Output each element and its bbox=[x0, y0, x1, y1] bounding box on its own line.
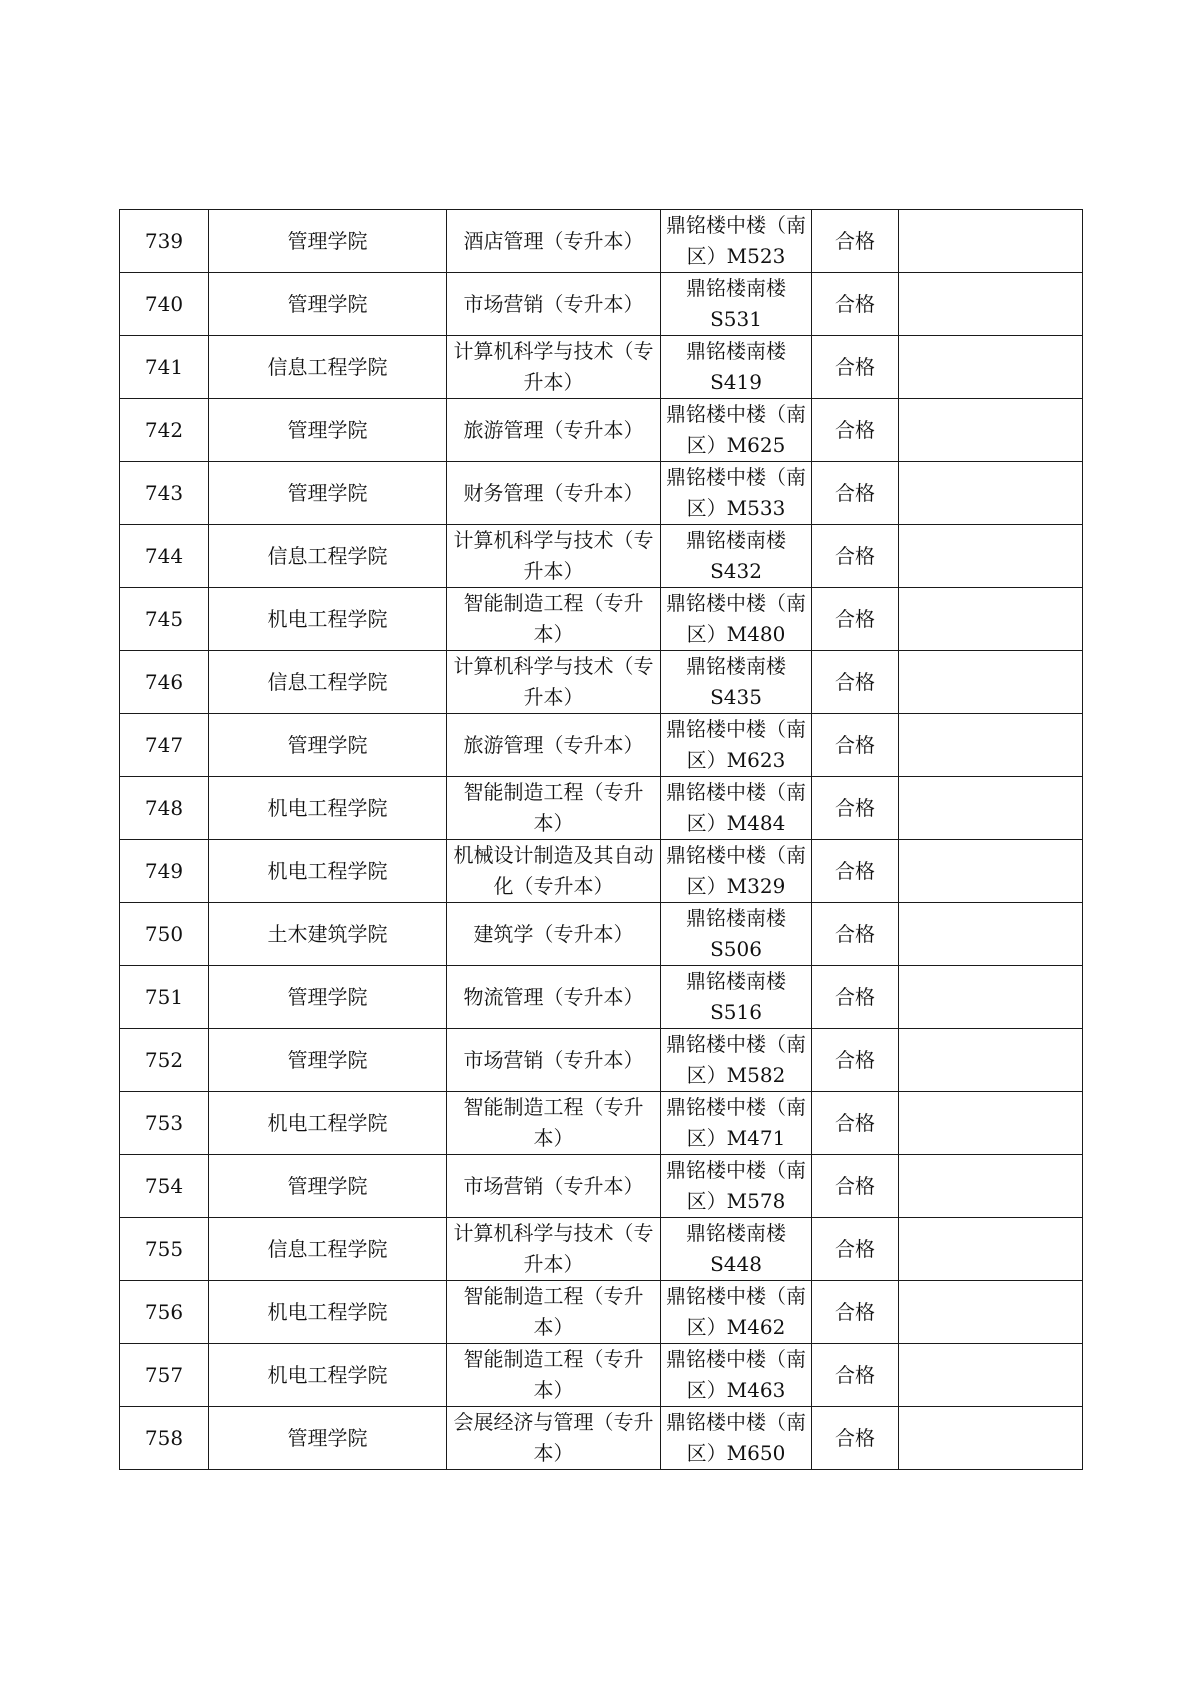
table-row bbox=[120, 210, 1083, 273]
row-number: 748 bbox=[144, 795, 184, 820]
major-cell bbox=[447, 1218, 661, 1281]
major-cell bbox=[447, 1155, 661, 1218]
table-row bbox=[120, 966, 1083, 1029]
major-cell bbox=[447, 336, 661, 399]
note-cell bbox=[899, 1092, 1083, 1155]
exam-room: 鼎铭楼中楼（南区）M463 bbox=[666, 1347, 806, 1402]
major-cell bbox=[447, 462, 661, 525]
college-cell bbox=[209, 714, 447, 777]
college-name: 机电工程学院 bbox=[267, 858, 388, 883]
result-status: 合格 bbox=[835, 795, 875, 820]
result-status: 合格 bbox=[835, 858, 875, 883]
results-table bbox=[119, 209, 1083, 1470]
result-status: 合格 bbox=[835, 291, 875, 316]
row-number-cell bbox=[120, 903, 209, 966]
result-cell bbox=[812, 1344, 899, 1407]
major-cell bbox=[447, 1281, 661, 1344]
major-name: 机械设计制造及其自动化（专升本） bbox=[453, 843, 654, 898]
college-cell bbox=[209, 1407, 447, 1470]
result-status: 合格 bbox=[835, 921, 875, 946]
room-cell bbox=[661, 903, 812, 966]
college-name: 管理学院 bbox=[287, 1173, 368, 1198]
result-status: 合格 bbox=[835, 1425, 875, 1450]
row-number-cell bbox=[120, 525, 209, 588]
college-cell bbox=[209, 1029, 447, 1092]
major-name: 智能制造工程（专升本） bbox=[463, 1347, 644, 1402]
major-name: 计算机科学与技术（专升本） bbox=[453, 528, 654, 583]
major-cell bbox=[447, 588, 661, 651]
major-cell bbox=[447, 273, 661, 336]
row-number-cell bbox=[120, 1092, 209, 1155]
room-cell bbox=[661, 714, 812, 777]
result-cell bbox=[812, 714, 899, 777]
row-number: 740 bbox=[144, 291, 184, 316]
college-name: 管理学院 bbox=[287, 732, 368, 757]
exam-room: 鼎铭楼南楼S435 bbox=[686, 654, 786, 709]
major-name: 智能制造工程（专升本） bbox=[463, 1284, 644, 1339]
major-name: 智能制造工程（专升本） bbox=[463, 591, 644, 646]
table-row bbox=[120, 336, 1083, 399]
note-cell bbox=[899, 1029, 1083, 1092]
result-status: 合格 bbox=[835, 1110, 875, 1135]
result-cell bbox=[812, 840, 899, 903]
row-number-cell bbox=[120, 840, 209, 903]
college-cell bbox=[209, 903, 447, 966]
room-cell bbox=[661, 777, 812, 840]
college-name: 管理学院 bbox=[287, 228, 368, 253]
college-name: 机电工程学院 bbox=[267, 606, 388, 631]
table-row bbox=[120, 1218, 1083, 1281]
result-cell bbox=[812, 588, 899, 651]
college-name: 信息工程学院 bbox=[267, 354, 388, 379]
college-name: 管理学院 bbox=[287, 984, 368, 1009]
result-status: 合格 bbox=[835, 480, 875, 505]
result-status: 合格 bbox=[835, 1236, 875, 1261]
result-status: 合格 bbox=[835, 228, 875, 253]
table-row bbox=[120, 1407, 1083, 1470]
college-cell bbox=[209, 399, 447, 462]
table-row bbox=[120, 777, 1083, 840]
major-cell bbox=[447, 1344, 661, 1407]
result-status: 合格 bbox=[835, 354, 875, 379]
table-row bbox=[120, 1281, 1083, 1344]
result-status: 合格 bbox=[835, 417, 875, 442]
college-cell bbox=[209, 1218, 447, 1281]
row-number-cell bbox=[120, 588, 209, 651]
college-cell bbox=[209, 1155, 447, 1218]
college-cell bbox=[209, 777, 447, 840]
exam-room: 鼎铭楼中楼（南区）M578 bbox=[666, 1158, 806, 1213]
result-cell bbox=[812, 1092, 899, 1155]
room-cell bbox=[661, 1281, 812, 1344]
table-row bbox=[120, 651, 1083, 714]
major-name: 市场营销（专升本） bbox=[463, 1047, 644, 1072]
major-name: 会展经济与管理（专升本） bbox=[453, 1410, 654, 1465]
result-cell bbox=[812, 1407, 899, 1470]
exam-room: 鼎铭楼中楼（南区）M650 bbox=[666, 1410, 806, 1465]
college-cell bbox=[209, 840, 447, 903]
room-cell bbox=[661, 1155, 812, 1218]
exam-room: 鼎铭楼中楼（南区）M462 bbox=[666, 1284, 806, 1339]
note-cell bbox=[899, 1218, 1083, 1281]
room-cell bbox=[661, 462, 812, 525]
result-cell bbox=[812, 651, 899, 714]
exam-room: 鼎铭楼中楼（南区）M623 bbox=[666, 717, 806, 772]
college-cell bbox=[209, 462, 447, 525]
exam-room: 鼎铭楼中楼（南区）M533 bbox=[666, 465, 806, 520]
room-cell bbox=[661, 651, 812, 714]
college-name: 机电工程学院 bbox=[267, 795, 388, 820]
room-cell bbox=[661, 1407, 812, 1470]
note-cell bbox=[899, 840, 1083, 903]
major-cell bbox=[447, 714, 661, 777]
college-name: 机电工程学院 bbox=[267, 1299, 388, 1324]
note-cell bbox=[899, 651, 1083, 714]
note-cell bbox=[899, 966, 1083, 1029]
college-cell bbox=[209, 336, 447, 399]
college-name: 信息工程学院 bbox=[267, 669, 388, 694]
major-name: 酒店管理（专升本） bbox=[463, 228, 644, 253]
result-cell bbox=[812, 903, 899, 966]
result-status: 合格 bbox=[835, 1362, 875, 1387]
note-cell bbox=[899, 1407, 1083, 1470]
result-cell bbox=[812, 210, 899, 273]
row-number: 747 bbox=[144, 732, 184, 757]
note-cell bbox=[899, 273, 1083, 336]
major-name: 智能制造工程（专升本） bbox=[463, 780, 644, 835]
row-number: 754 bbox=[144, 1173, 184, 1198]
result-cell bbox=[812, 336, 899, 399]
result-cell bbox=[812, 777, 899, 840]
exam-room: 鼎铭楼南楼S432 bbox=[686, 528, 786, 583]
table-row bbox=[120, 1029, 1083, 1092]
note-cell bbox=[899, 714, 1083, 777]
note-cell bbox=[899, 399, 1083, 462]
row-number-cell bbox=[120, 651, 209, 714]
college-cell bbox=[209, 1344, 447, 1407]
row-number: 755 bbox=[144, 1236, 184, 1261]
room-cell bbox=[661, 1344, 812, 1407]
room-cell bbox=[661, 525, 812, 588]
exam-room: 鼎铭楼中楼（南区）M471 bbox=[666, 1095, 806, 1150]
table-row bbox=[120, 714, 1083, 777]
result-cell bbox=[812, 462, 899, 525]
college-name: 管理学院 bbox=[287, 1047, 368, 1072]
room-cell bbox=[661, 399, 812, 462]
row-number: 750 bbox=[144, 921, 184, 946]
college-cell bbox=[209, 525, 447, 588]
table-row bbox=[120, 399, 1083, 462]
room-cell bbox=[661, 840, 812, 903]
note-cell bbox=[899, 1155, 1083, 1218]
note-cell bbox=[899, 777, 1083, 840]
result-cell bbox=[812, 525, 899, 588]
note-cell bbox=[899, 903, 1083, 966]
row-number: 756 bbox=[144, 1299, 184, 1324]
college-cell bbox=[209, 1281, 447, 1344]
row-number: 743 bbox=[144, 480, 184, 505]
exam-room: 鼎铭楼中楼（南区）M480 bbox=[666, 591, 806, 646]
major-cell bbox=[447, 840, 661, 903]
room-cell bbox=[661, 210, 812, 273]
major-cell bbox=[447, 966, 661, 1029]
college-name: 管理学院 bbox=[287, 417, 368, 442]
college-name: 管理学院 bbox=[287, 1425, 368, 1450]
table-row bbox=[120, 1344, 1083, 1407]
note-cell bbox=[899, 210, 1083, 273]
result-status: 合格 bbox=[835, 543, 875, 568]
note-cell bbox=[899, 588, 1083, 651]
row-number: 745 bbox=[144, 606, 184, 631]
major-name: 建筑学（专升本） bbox=[473, 921, 634, 946]
major-name: 计算机科学与技术（专升本） bbox=[453, 339, 654, 394]
major-name: 市场营销（专升本） bbox=[463, 1173, 644, 1198]
room-cell bbox=[661, 588, 812, 651]
result-cell bbox=[812, 399, 899, 462]
table-row bbox=[120, 525, 1083, 588]
major-name: 旅游管理（专升本） bbox=[463, 417, 644, 442]
table-row bbox=[120, 903, 1083, 966]
major-cell bbox=[447, 525, 661, 588]
major-cell bbox=[447, 651, 661, 714]
row-number: 746 bbox=[144, 669, 184, 694]
note-cell bbox=[899, 462, 1083, 525]
row-number: 741 bbox=[144, 354, 184, 379]
exam-room: 鼎铭楼南楼S516 bbox=[686, 969, 786, 1024]
result-status: 合格 bbox=[835, 1047, 875, 1072]
row-number-cell bbox=[120, 1155, 209, 1218]
row-number: 739 bbox=[144, 228, 184, 253]
result-cell bbox=[812, 273, 899, 336]
row-number: 751 bbox=[144, 984, 184, 1009]
row-number: 742 bbox=[144, 417, 184, 442]
row-number-cell bbox=[120, 1344, 209, 1407]
major-cell bbox=[447, 399, 661, 462]
table-row bbox=[120, 1155, 1083, 1218]
college-cell bbox=[209, 588, 447, 651]
college-cell bbox=[209, 966, 447, 1029]
row-number-cell bbox=[120, 336, 209, 399]
row-number: 753 bbox=[144, 1110, 184, 1135]
row-number-cell bbox=[120, 1029, 209, 1092]
major-cell bbox=[447, 210, 661, 273]
room-cell bbox=[661, 1218, 812, 1281]
row-number-cell bbox=[120, 210, 209, 273]
result-status: 合格 bbox=[835, 1173, 875, 1198]
college-cell bbox=[209, 1092, 447, 1155]
college-name: 信息工程学院 bbox=[267, 1236, 388, 1261]
result-status: 合格 bbox=[835, 1299, 875, 1324]
result-status: 合格 bbox=[835, 732, 875, 757]
major-name: 旅游管理（专升本） bbox=[463, 732, 644, 757]
room-cell bbox=[661, 966, 812, 1029]
row-number: 744 bbox=[144, 543, 184, 568]
result-cell bbox=[812, 1218, 899, 1281]
row-number-cell bbox=[120, 273, 209, 336]
college-name: 机电工程学院 bbox=[267, 1362, 388, 1387]
room-cell bbox=[661, 273, 812, 336]
row-number-cell bbox=[120, 1407, 209, 1470]
result-cell bbox=[812, 1155, 899, 1218]
row-number: 758 bbox=[144, 1425, 184, 1450]
college-name: 土木建筑学院 bbox=[267, 921, 388, 946]
major-cell bbox=[447, 777, 661, 840]
exam-room: 鼎铭楼中楼（南区）M625 bbox=[666, 402, 806, 457]
row-number-cell bbox=[120, 1218, 209, 1281]
major-name: 财务管理（专升本） bbox=[463, 480, 644, 505]
result-cell bbox=[812, 966, 899, 1029]
room-cell bbox=[661, 1029, 812, 1092]
result-status: 合格 bbox=[835, 606, 875, 631]
table-row bbox=[120, 462, 1083, 525]
row-number-cell bbox=[120, 1281, 209, 1344]
major-name: 计算机科学与技术（专升本） bbox=[453, 654, 654, 709]
row-number-cell bbox=[120, 966, 209, 1029]
row-number-cell bbox=[120, 714, 209, 777]
major-cell bbox=[447, 1092, 661, 1155]
exam-room: 鼎铭楼南楼S448 bbox=[686, 1221, 786, 1276]
table-row bbox=[120, 1092, 1083, 1155]
row-number: 749 bbox=[144, 858, 184, 883]
exam-room: 鼎铭楼中楼（南区）M484 bbox=[666, 780, 806, 835]
result-status: 合格 bbox=[835, 669, 875, 694]
college-name: 管理学院 bbox=[287, 480, 368, 505]
result-cell bbox=[812, 1029, 899, 1092]
results-table-body bbox=[120, 210, 1083, 1470]
note-cell bbox=[899, 525, 1083, 588]
exam-room: 鼎铭楼中楼（南区）M329 bbox=[666, 843, 806, 898]
result-status: 合格 bbox=[835, 984, 875, 1009]
exam-room: 鼎铭楼南楼S531 bbox=[686, 276, 786, 331]
row-number-cell bbox=[120, 777, 209, 840]
college-name: 信息工程学院 bbox=[267, 543, 388, 568]
table-row bbox=[120, 840, 1083, 903]
row-number-cell bbox=[120, 399, 209, 462]
major-name: 智能制造工程（专升本） bbox=[463, 1095, 644, 1150]
major-cell bbox=[447, 903, 661, 966]
college-name: 机电工程学院 bbox=[267, 1110, 388, 1135]
room-cell bbox=[661, 1092, 812, 1155]
room-cell bbox=[661, 336, 812, 399]
major-name: 计算机科学与技术（专升本） bbox=[453, 1221, 654, 1276]
note-cell bbox=[899, 1281, 1083, 1344]
college-name: 管理学院 bbox=[287, 291, 368, 316]
college-cell bbox=[209, 273, 447, 336]
row-number: 752 bbox=[144, 1047, 184, 1072]
exam-room: 鼎铭楼南楼S506 bbox=[686, 906, 786, 961]
major-cell bbox=[447, 1407, 661, 1470]
row-number-cell bbox=[120, 462, 209, 525]
note-cell bbox=[899, 1344, 1083, 1407]
major-cell bbox=[447, 1029, 661, 1092]
result-cell bbox=[812, 1281, 899, 1344]
major-name: 市场营销（专升本） bbox=[463, 291, 644, 316]
exam-room: 鼎铭楼中楼（南区）M523 bbox=[666, 213, 806, 268]
table-row bbox=[120, 273, 1083, 336]
college-cell bbox=[209, 210, 447, 273]
exam-room: 鼎铭楼中楼（南区）M582 bbox=[666, 1032, 806, 1087]
row-number: 757 bbox=[144, 1362, 184, 1387]
note-cell bbox=[899, 336, 1083, 399]
college-cell bbox=[209, 651, 447, 714]
table-row bbox=[120, 588, 1083, 651]
major-name: 物流管理（专升本） bbox=[463, 984, 644, 1009]
exam-room: 鼎铭楼南楼S419 bbox=[686, 339, 786, 394]
